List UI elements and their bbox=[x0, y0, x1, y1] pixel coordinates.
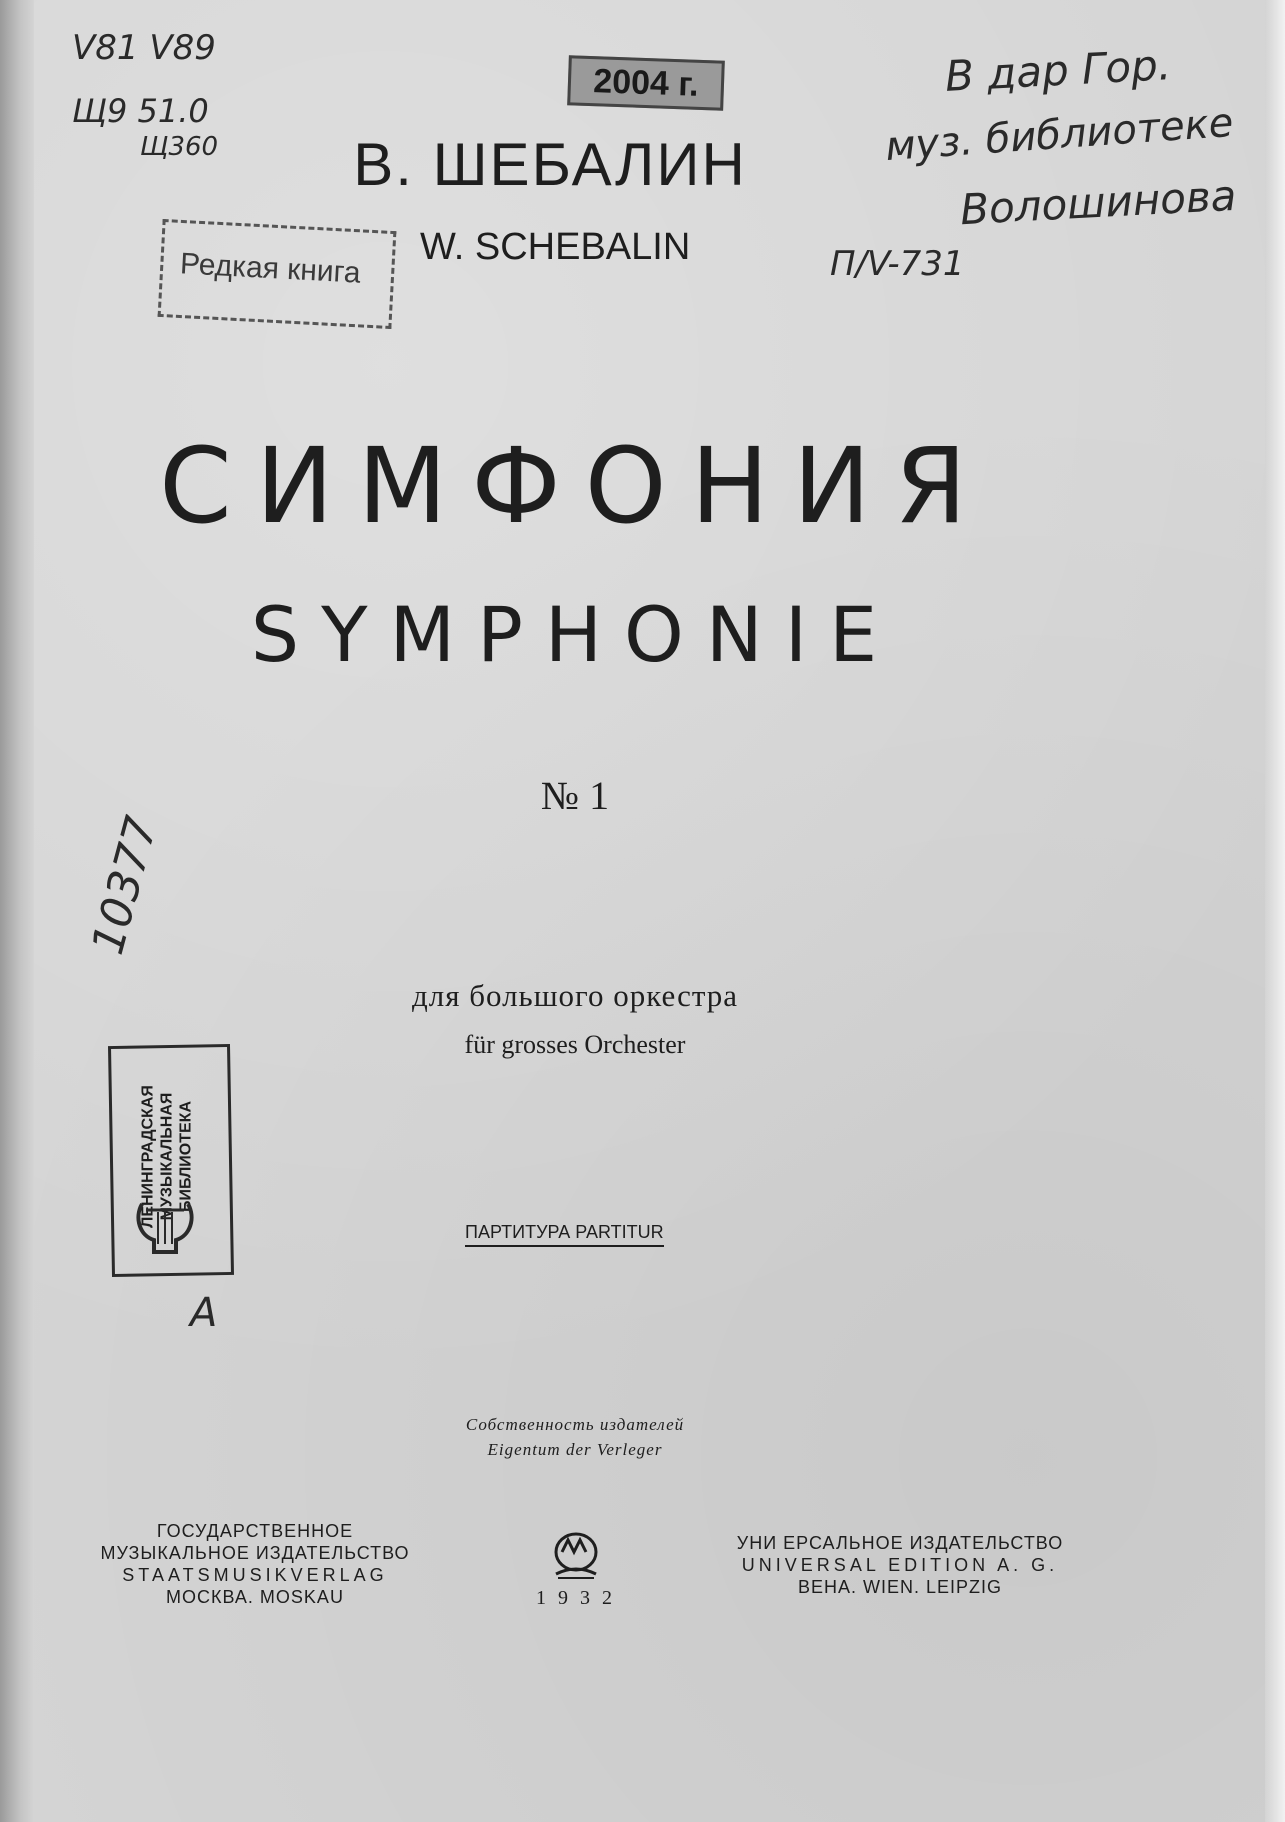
publisher-right bbox=[730, 1532, 1070, 1598]
title-russian: СИМФОНИЯ bbox=[159, 425, 991, 547]
title-german: SYMPHONIE bbox=[250, 590, 900, 679]
scoring-russian: для большого оркестра bbox=[411, 978, 739, 1013]
library-stamp-line: ЛЕНИНГРАДСКАЯ bbox=[139, 1085, 157, 1228]
handwritten-donation-line-2: муз. библиотеке bbox=[883, 99, 1235, 171]
publisher-left-line: МУЗЫКАЛЬНОЕ ИЗДАТЕЛЬСТВО bbox=[100, 1543, 410, 1563]
rare-book-stamp-text: Редкая книга bbox=[179, 247, 362, 290]
publisher-left bbox=[95, 1520, 415, 1608]
handwritten-letter: А bbox=[190, 1290, 218, 1336]
property-note-german: Eigentum der Verleger bbox=[487, 1440, 663, 1459]
scoring-german: für grosses Orchester bbox=[464, 1030, 686, 1059]
page-left-edge bbox=[0, 0, 34, 1822]
publisher-logo-icon bbox=[548, 1530, 604, 1582]
handwritten-catalog-number-2: Щ360 bbox=[140, 132, 219, 162]
handwritten-margin-number: 10377 bbox=[82, 811, 168, 960]
publisher-left-line: STAATSMUSIKVERLAG bbox=[122, 1565, 388, 1585]
handwritten-donation-line-3: Волошинова bbox=[958, 170, 1238, 235]
year-stamp: 2004 г. bbox=[567, 55, 725, 110]
library-stamp-line: МУЗЫКАЛЬНАЯ bbox=[158, 1092, 176, 1221]
publisher-left-line: МОСКВА. MOSKAU bbox=[166, 1587, 344, 1607]
publisher-left-line: ГОСУДАРСТВЕННОЕ bbox=[156, 1521, 354, 1541]
property-note-russian: Собственность издателей bbox=[465, 1415, 685, 1434]
handwritten-shelf-mark: П/V-731 bbox=[830, 244, 965, 284]
lyre-icon bbox=[130, 1196, 200, 1260]
handwritten-catalog-number: Щ9 51.0 bbox=[72, 92, 209, 130]
page-right-edge bbox=[1265, 0, 1285, 1822]
publisher-right-line: UNIVERSAL EDITION A. G. bbox=[741, 1555, 1059, 1575]
library-stamp-line: БИБЛИОТЕКА bbox=[177, 1100, 195, 1213]
composer-name-german: W. SCHEBALIN bbox=[420, 226, 691, 268]
symphony-number: № 1 bbox=[540, 773, 610, 818]
publisher-right-line: УНИ ЕРСАЛЬНОЕ ИЗДАТЕЛЬСТВО bbox=[736, 1533, 1064, 1553]
handwritten-donation-line-1: В дар Гор. bbox=[943, 40, 1173, 101]
publication-year: 1932 bbox=[536, 1587, 624, 1609]
composer-name-russian: В. ШЕБАЛИН bbox=[353, 131, 747, 198]
publisher-right-line: BEHA. WIEN. LEIPZIG bbox=[797, 1577, 1003, 1597]
score-label: ПАРТИТУРА PARTITUR bbox=[465, 1222, 664, 1247]
handwritten-note-top-left: V81 V89 bbox=[72, 28, 216, 68]
